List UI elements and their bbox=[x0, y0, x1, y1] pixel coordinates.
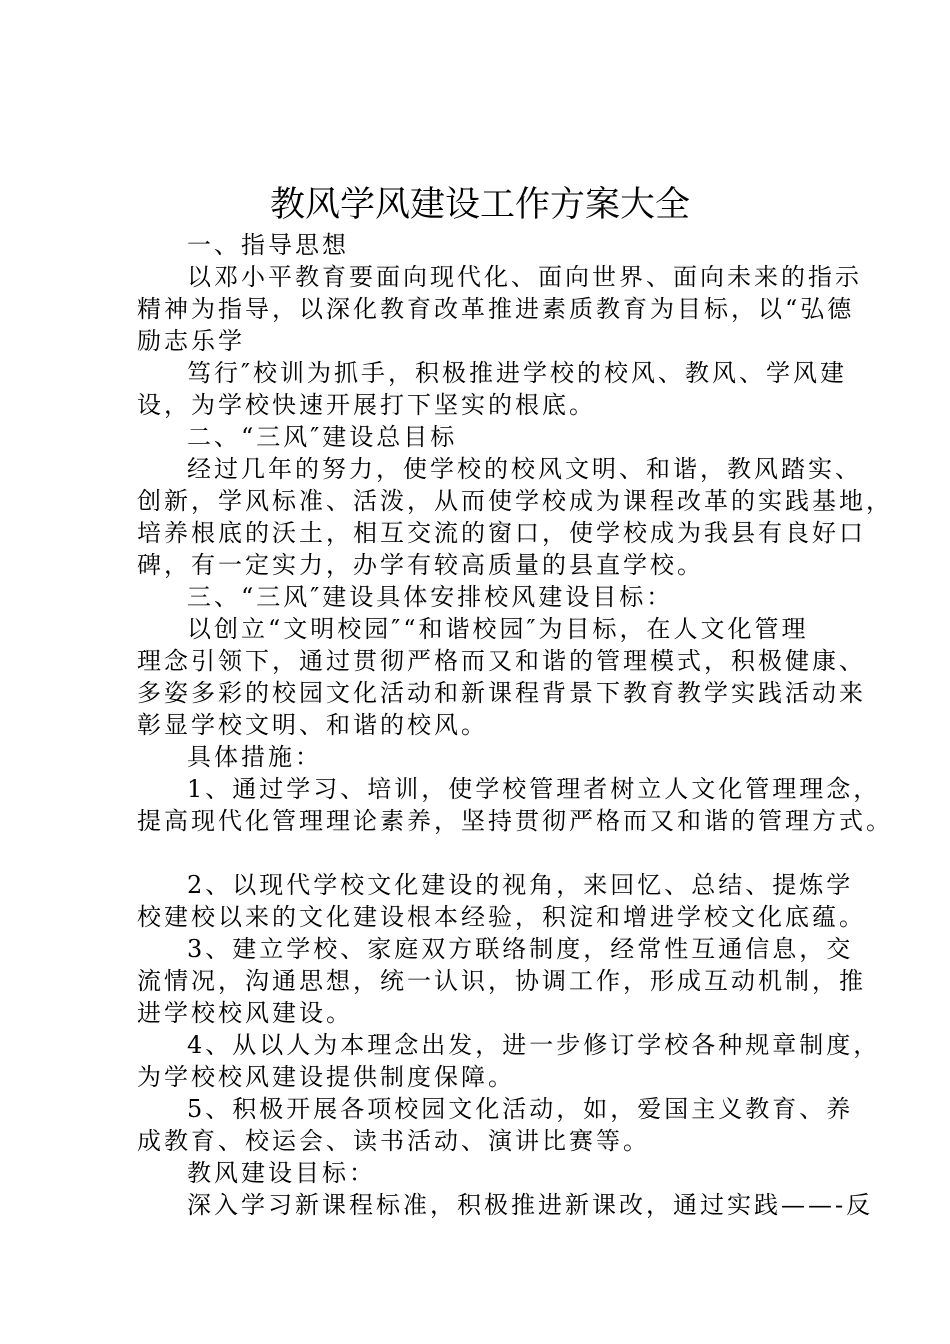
section-heading-guiding-ideology: 一、指导思想 bbox=[187, 231, 349, 259]
measure-item-line: 为学校校风建设提供制度保障。 bbox=[137, 1063, 515, 1091]
measure-item-line: 2、以现代学校文化建设的视角，来回忆、总结、提炼学 bbox=[187, 871, 854, 899]
paragraph-line: 设，为学校快速开展打下坚实的根底。 bbox=[137, 391, 596, 419]
paragraph-line: 笃行″校训为抓手，积极推进学校的校风、教风、学风建 bbox=[187, 359, 847, 387]
subheading-teaching-style-goal: 教风建设目标： bbox=[187, 1159, 376, 1187]
measure-item-line: 提高现代化管理理论素养，坚持贯彻严格而又和谐的管理方式。 bbox=[137, 807, 893, 835]
measure-item-line: 校建校以来的文化建设根本经验，积淀和增进学校文化底蕴。 bbox=[137, 903, 866, 931]
measure-item-line: 进学校校风建设。 bbox=[137, 999, 353, 1027]
measure-item-line: 1、通过学习、培训，使学校管理者树立人文化管理理念， bbox=[187, 775, 881, 803]
paragraph-line: 彰显学校文明、和谐的校风。 bbox=[137, 711, 488, 739]
measure-item-line: 流情况，沟通思想，统一认识，协调工作，形成互动机制，推 bbox=[137, 967, 866, 995]
measure-item-line: 5、积极开展各项校园文化活动，如，爱国主义教育、养 bbox=[187, 1095, 854, 1123]
section-heading-overall-goal: 二、“三风″建设总目标 bbox=[187, 423, 458, 451]
paragraph-line: 以邓小平教育要面向现代化、面向世界、面向未来的指示 bbox=[187, 263, 862, 291]
paragraph-line: 励志乐学 bbox=[137, 327, 245, 355]
paragraph-line: 深入学习新课程标准，积极推进新课改，通过实践——-反 bbox=[187, 1191, 874, 1219]
paragraph-line: 以创立“文明校园″“和谐校园″为目标，在人文化管理 bbox=[187, 615, 809, 643]
measure-item-line: 成教育、校运会、读书活动、演讲比赛等。 bbox=[137, 1127, 650, 1155]
measure-item-line: 3、建立学校、家庭双方联络制度，经常性互通信息，交 bbox=[187, 935, 854, 963]
measure-item-line: 4、从以人为本理念出发，进一步修订学校各种规章制度， bbox=[187, 1031, 881, 1059]
document-body bbox=[137, 229, 893, 1221]
paragraph-line: 经过几年的努力，使学校的校风文明、和谐，教风踏实、 bbox=[187, 455, 862, 483]
paragraph-line: 理念引领下，通过贯彻严格而又和谐的管理模式，积极健康、 bbox=[137, 647, 866, 675]
blank-line bbox=[137, 837, 827, 869]
paragraph-line: 多姿多彩的校园文化活动和新课程背景下教育教学实践活动来 bbox=[137, 679, 866, 707]
document-title: 教风学风建设工作方案大全 bbox=[269, 185, 690, 225]
subheading-specific-measures: 具体措施： bbox=[187, 743, 322, 771]
section-heading-specific-arrangement: 三、“三风″建设具体安排校风建设目标： bbox=[187, 583, 674, 611]
paragraph-line: 创新，学风标准、活泼，从而使学校成为课程改革的实践基地， bbox=[137, 487, 893, 515]
paragraph-line: 培养根底的沃土，相互交流的窗口，使学校成为我县有良好口 bbox=[137, 519, 866, 547]
paragraph-line: 精神为指导，以深化教育改革推进素质教育为目标，以“弘德 bbox=[137, 295, 855, 323]
paragraph-line: 碑，有一定实力，办学有较高质量的县直学校。 bbox=[137, 551, 704, 579]
